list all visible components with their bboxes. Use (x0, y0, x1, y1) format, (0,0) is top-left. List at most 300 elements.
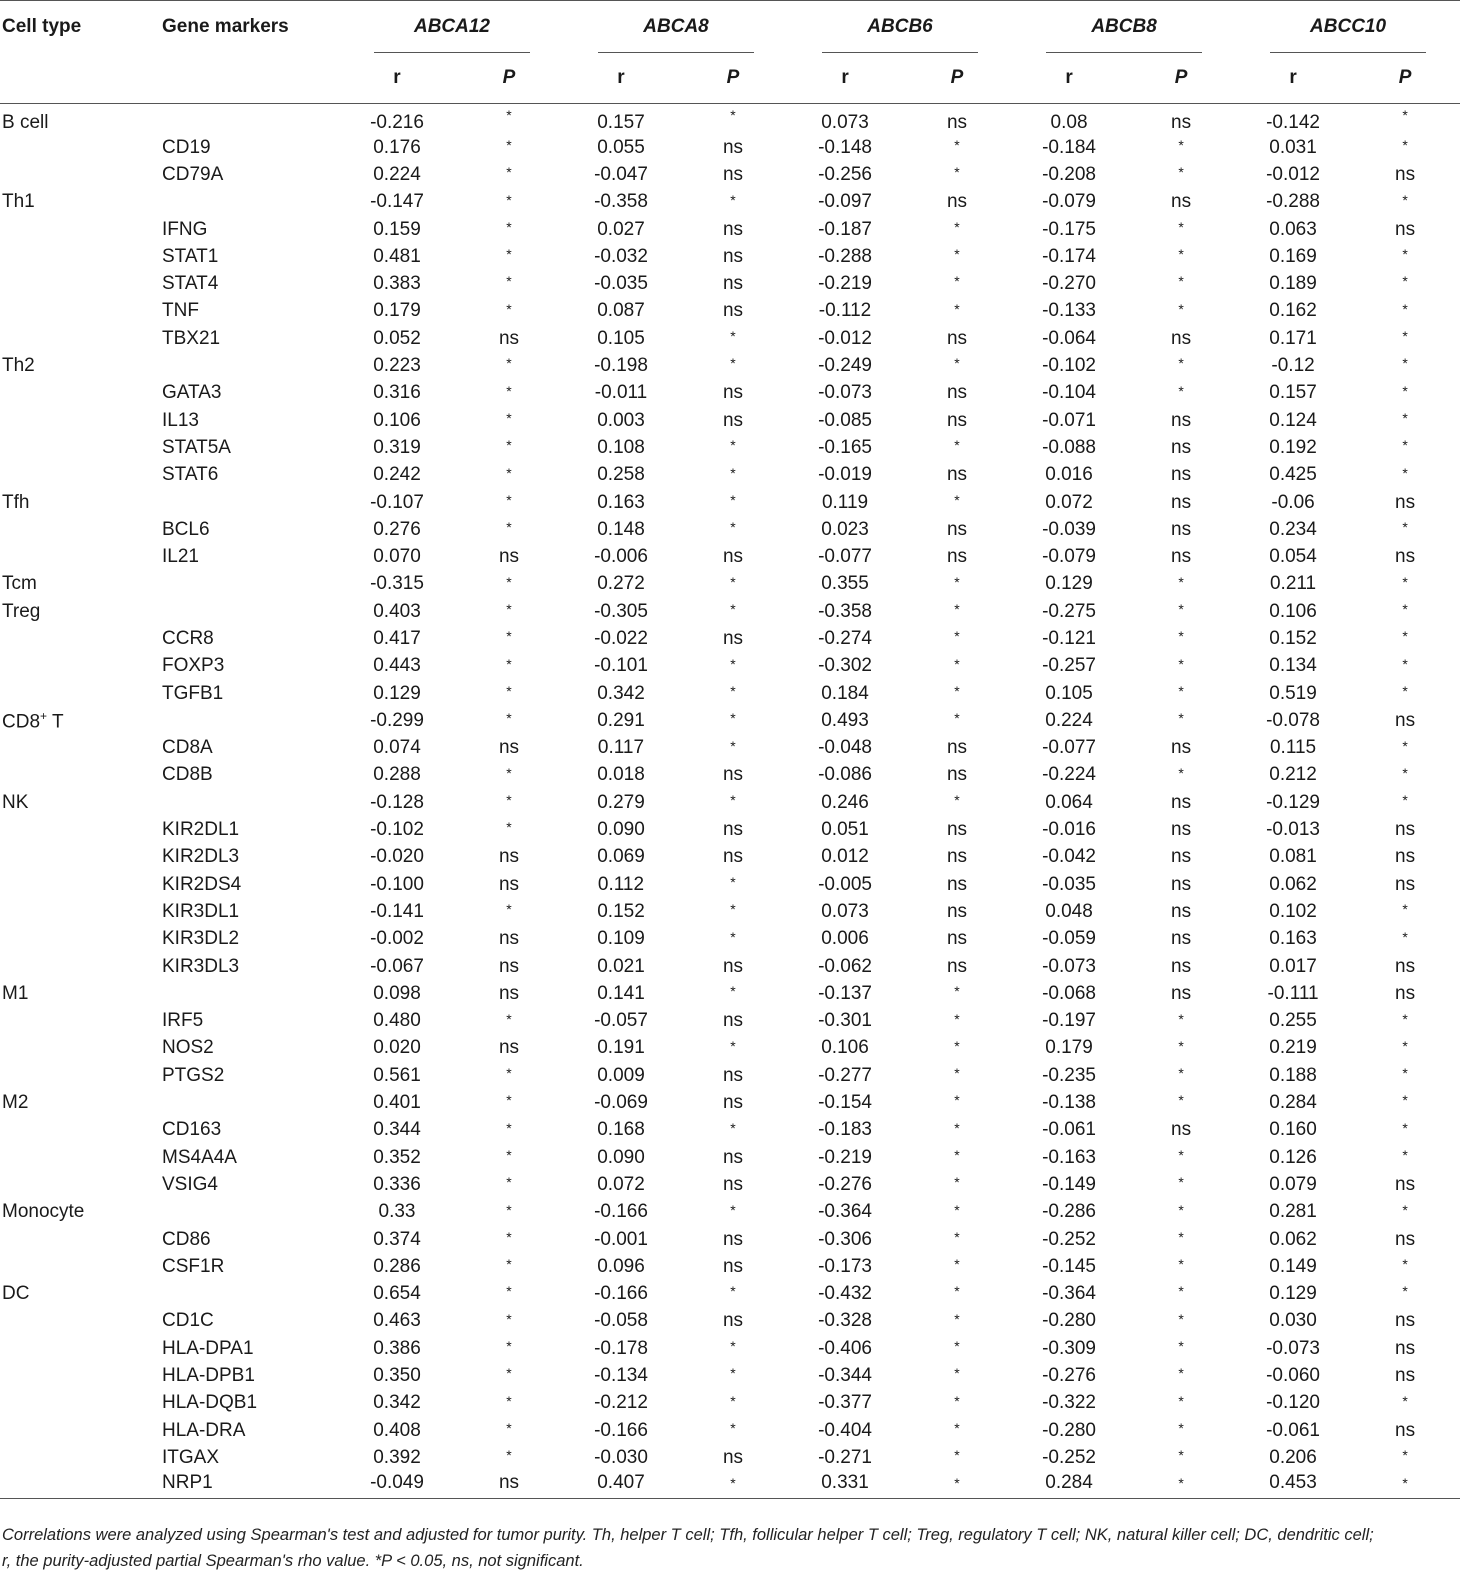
r-value-cell: -0.165 (818, 436, 872, 458)
p-value-cell: ns (946, 846, 968, 868)
r-value-cell: 0.129 (1269, 1283, 1317, 1305)
table-row (0, 707, 1460, 734)
p-value-cell: * (1402, 1256, 1408, 1273)
p-value-cell: * (1126, 1472, 1236, 1499)
p-value-cell: ns (946, 900, 968, 922)
r-value-cell: -0.102 (370, 819, 424, 841)
r-value-cell: 0.223 (373, 355, 421, 377)
r-value-cell: -0.073 (1042, 955, 1096, 977)
gene-marker (150, 189, 340, 216)
cell-type: Th1 (2, 191, 35, 213)
gene-marker (150, 1089, 340, 1116)
r-value-cell: -0.358 (818, 600, 872, 622)
r-value-cell: -0.163 (1042, 1146, 1096, 1168)
footnote-line: Correlations were analyzed using Spearman's test and adjusted for tumor purity. Th, helper T cell; Tfh, follicular helper T cell; Treg, regulatory T cell; NK, natural killer cell; DC, dendritic cell; (2, 1526, 1374, 1544)
p-value-cell: * (506, 1419, 512, 1436)
r-value-cell: -0.061 (1266, 1419, 1320, 1441)
cell-type (0, 816, 150, 843)
p-value-cell: * (954, 601, 960, 618)
r-value-cell: 0.336 (373, 1173, 421, 1195)
r-value-cell: -0.302 (818, 655, 872, 677)
p-value-cell: ns (946, 382, 968, 404)
table-row (0, 489, 1460, 516)
p-value-cell: ns (722, 273, 744, 295)
r-value-cell: -0.067 (370, 955, 424, 977)
p-value-cell: ns (1171, 436, 1192, 458)
r-value-cell: 0.162 (1269, 300, 1317, 322)
p-value-cell: * (506, 137, 512, 153)
p-value-cell: * (1178, 1338, 1184, 1355)
r-value-cell: 0.063 (1269, 218, 1317, 240)
r-value-cell: -0.187 (818, 218, 872, 240)
header-cell-type: Cell type (0, 1, 150, 54)
r-value-cell: -0.145 (1042, 1255, 1096, 1277)
p-value-cell: ns (1171, 900, 1192, 922)
gene-marker: PTGS2 (162, 1064, 225, 1086)
r-value-cell: 0.070 (373, 546, 421, 568)
r-value-cell: 0.018 (597, 764, 645, 786)
p-value-cell: * (1178, 1010, 1184, 1027)
gene-marker: HLA-DPA1 (162, 1337, 254, 1359)
p-value-cell: * (730, 928, 736, 945)
r-value-cell: -0.035 (594, 273, 648, 295)
cell-type (0, 1035, 150, 1062)
p-value-cell: * (506, 764, 512, 781)
table-body (0, 104, 1460, 1499)
p-value-cell: ns (1395, 1365, 1416, 1386)
r-value-cell: 0.106 (373, 409, 421, 431)
r-value-cell: 0.072 (597, 1173, 645, 1195)
r-value-cell: -0.147 (370, 191, 424, 213)
gene-marker (150, 707, 340, 734)
p-value-cell: ns (1395, 218, 1416, 240)
gene-marker (150, 571, 340, 598)
gene-marker: STAT5A (162, 436, 231, 458)
table-row (0, 898, 1460, 925)
r-value-cell: 0.064 (1045, 791, 1093, 813)
p-value-cell: ns (498, 982, 520, 1004)
r-value-cell: 0.342 (373, 1392, 421, 1414)
cell-type (0, 735, 150, 762)
header-sub-p: P (1350, 53, 1460, 104)
p-value-cell: ns (946, 112, 968, 133)
gene-marker: CD86 (162, 1228, 211, 1250)
r-value-cell: 0.109 (597, 928, 645, 950)
p-value-cell: * (506, 1174, 512, 1191)
p-value-cell: * (730, 437, 736, 454)
cell-type: Tcm (2, 573, 37, 595)
r-value-cell: 0.408 (373, 1419, 421, 1441)
header-sub-p: P (454, 53, 564, 104)
p-value-cell: * (506, 107, 512, 123)
gene-marker: MS4A4A (162, 1146, 237, 1168)
p-value-cell: * (506, 409, 512, 426)
p-value-cell: * (954, 355, 960, 372)
p-value-cell: * (1402, 628, 1408, 645)
p-value-cell: ns (722, 1173, 744, 1195)
r-value-cell: 0.08 (1050, 112, 1088, 133)
cell-type (0, 543, 150, 570)
r-value-cell: 0.098 (373, 982, 421, 1004)
cell-type: Treg (2, 600, 41, 622)
p-value-cell: * (1402, 573, 1408, 590)
p-value-cell: * (730, 191, 736, 208)
r-value-cell: -0.224 (1042, 764, 1096, 786)
r-value-cell: 0.284 (1269, 1092, 1317, 1114)
r-value-cell: -0.306 (818, 1228, 872, 1250)
table-row (0, 516, 1460, 543)
p-value-cell: * (506, 191, 512, 208)
r-value-cell: -0.274 (818, 627, 872, 649)
p-value-cell: ns (1171, 791, 1192, 813)
p-value-cell: * (506, 164, 512, 181)
table-row (0, 1444, 1460, 1471)
r-value-cell: -0.184 (1042, 136, 1096, 158)
p-value-cell: ns (722, 1064, 744, 1086)
header-sub-r: r (564, 53, 678, 104)
r-value-cell: -0.112 (818, 300, 872, 322)
p-value-cell: * (954, 1174, 960, 1191)
table-row (0, 762, 1460, 789)
p-value-cell: * (954, 273, 960, 290)
cell-type (0, 762, 150, 789)
gene-marker: STAT4 (162, 273, 219, 295)
gene-marker: IRF5 (162, 1010, 204, 1032)
p-value-cell: ns (722, 218, 744, 240)
gene-marker: KIR3DL3 (162, 955, 240, 977)
r-value-cell: -0.121 (1042, 627, 1096, 649)
r-value-cell: 0.157 (1269, 382, 1317, 404)
r-value-cell: -0.030 (594, 1446, 648, 1468)
p-value-cell: ns (946, 409, 968, 431)
p-value-cell: * (506, 300, 512, 317)
r-value-cell: -0.358 (594, 191, 648, 213)
r-value-cell: 0.33 (378, 1201, 416, 1223)
table-row (0, 543, 1460, 570)
r-value-cell: 0.090 (597, 819, 645, 841)
r-value-cell: -0.104 (1042, 382, 1096, 404)
p-value-cell: ns (1395, 873, 1416, 895)
header-sub-p: P (902, 53, 1012, 104)
gene-marker (150, 789, 340, 816)
table-row (0, 653, 1460, 680)
p-value-cell: * (730, 1392, 736, 1409)
p-value-cell: * (1402, 682, 1408, 699)
r-value-cell: -0.068 (1042, 982, 1096, 1004)
p-value-cell: * (506, 1310, 512, 1327)
p-value-cell: * (506, 1201, 512, 1218)
r-value-cell: 0.401 (373, 1092, 421, 1114)
p-value-cell: * (506, 682, 512, 699)
gene-marker (150, 1280, 340, 1307)
p-value-cell: * (506, 218, 512, 235)
cell-type (0, 134, 150, 161)
p-value-cell: * (1402, 1119, 1408, 1136)
cell-type: Th2 (2, 355, 35, 377)
r-value-cell: -0.183 (818, 1119, 872, 1141)
r-value-cell: -0.001 (594, 1228, 648, 1250)
r-value-cell: -0.011 (594, 382, 648, 404)
table-row (0, 1226, 1460, 1253)
gene-marker: CD163 (162, 1119, 222, 1141)
p-value-cell: * (730, 1201, 736, 1218)
gene-marker: IL21 (162, 546, 199, 568)
r-value-cell: 0.206 (1269, 1446, 1317, 1468)
r-value-cell: 0.481 (373, 245, 421, 267)
p-value-cell: ns (722, 819, 744, 841)
r-value-cell: 0.096 (597, 1255, 645, 1277)
p-value-cell: * (954, 246, 960, 263)
p-value-cell: ns (722, 245, 744, 267)
p-value-cell: * (902, 1472, 1012, 1499)
p-value-cell: * (506, 792, 512, 809)
r-value-cell: 0.163 (597, 491, 645, 513)
r-value-cell: 0.163 (1269, 928, 1317, 950)
p-value-cell: ns (1171, 846, 1192, 868)
r-value-cell: 0.191 (597, 1037, 645, 1059)
cell-type (0, 844, 150, 871)
r-value-cell: -0.058 (594, 1310, 648, 1332)
r-value-cell: -0.048 (818, 737, 872, 759)
r-value-cell: -0.154 (818, 1092, 872, 1114)
p-value-cell: * (506, 1447, 512, 1464)
p-value-cell: * (730, 1119, 736, 1136)
r-value-cell: -0.198 (594, 355, 648, 377)
r-value-cell: -0.077 (1042, 737, 1096, 759)
r-value-cell: 0.331 (788, 1472, 902, 1499)
p-value-cell: * (954, 655, 960, 672)
cell-type (0, 680, 150, 707)
r-value-cell: -0.12 (1271, 355, 1315, 377)
gene-marker: CCR8 (162, 627, 214, 649)
p-value-cell: * (506, 628, 512, 645)
r-value-cell: 0.355 (821, 573, 869, 595)
gene-marker: HLA-DQB1 (162, 1392, 258, 1414)
p-value-cell: * (954, 1365, 960, 1382)
r-value-cell: -0.178 (594, 1337, 648, 1359)
r-value-cell: 0.052 (373, 327, 421, 349)
p-value-cell: * (506, 1146, 512, 1163)
gene-marker: IFNG (162, 218, 208, 240)
gene-marker: KIR3DL1 (162, 900, 240, 922)
gene-marker: STAT1 (162, 245, 219, 267)
r-value-cell: -0.059 (1042, 928, 1096, 950)
gene-marker: CD1C (162, 1310, 214, 1332)
r-value-cell: 0.021 (597, 955, 645, 977)
p-value-cell: * (1178, 1392, 1184, 1409)
p-value-cell: * (954, 1146, 960, 1163)
r-value-cell: 0.055 (597, 136, 645, 158)
r-value-cell: 0.386 (373, 1337, 421, 1359)
cell-type (0, 1335, 150, 1362)
p-value-cell: * (730, 519, 736, 536)
cell-type (0, 898, 150, 925)
gene-marker (150, 1199, 340, 1226)
r-value-cell: -0.216 (370, 112, 424, 133)
r-value-cell: -0.005 (818, 873, 872, 895)
cell-type: NK (2, 791, 29, 813)
p-value-cell: ns (722, 300, 744, 322)
r-value-cell: -0.138 (1042, 1092, 1096, 1114)
p-value-cell: * (506, 437, 512, 454)
p-value-cell: ns (946, 546, 968, 568)
p-value-cell: * (506, 1119, 512, 1136)
p-value-cell: ns (498, 546, 520, 568)
p-value-cell: * (506, 1392, 512, 1409)
p-value-cell: * (1402, 464, 1408, 481)
r-value-cell: -0.013 (1266, 819, 1320, 841)
r-value-cell: 0.003 (597, 409, 645, 431)
table-row (0, 871, 1460, 898)
p-value-cell: * (1178, 682, 1184, 699)
cell-type (0, 243, 150, 270)
r-value-cell: 0.255 (1269, 1010, 1317, 1032)
r-value-cell: -0.049 (340, 1472, 454, 1499)
r-value-cell: -0.208 (1042, 163, 1096, 185)
cell-type (0, 1390, 150, 1417)
p-value-cell: * (730, 710, 736, 727)
r-value-cell: -0.039 (1042, 518, 1096, 540)
gene-marker (150, 980, 340, 1007)
p-value-cell: * (506, 1338, 512, 1355)
gene-marker: TNF (162, 300, 199, 322)
p-value-cell: * (678, 1472, 788, 1499)
gene-marker: KIR2DL1 (162, 819, 240, 841)
gene-marker: GATA3 (162, 382, 222, 404)
p-value-cell: * (1402, 928, 1408, 945)
p-value-cell: * (730, 573, 736, 590)
r-value-cell: -0.134 (594, 1365, 648, 1386)
cell-type (0, 1444, 150, 1471)
r-value-cell: 0.119 (821, 491, 869, 513)
p-value-cell: * (1402, 1392, 1408, 1409)
p-value-cell: * (1402, 300, 1408, 317)
r-value-cell: 0.149 (1269, 1255, 1317, 1277)
p-value-cell: * (1178, 1065, 1184, 1082)
p-value-cell: * (506, 601, 512, 618)
p-value-cell: ns (946, 737, 968, 759)
p-value-cell: * (954, 1447, 960, 1464)
r-value-cell: -0.299 (370, 709, 424, 731)
p-value-cell: * (1402, 1146, 1408, 1163)
p-value-cell: * (954, 1065, 960, 1082)
table-row (0, 407, 1460, 434)
p-value-cell: * (954, 1256, 960, 1273)
cell-type (0, 1117, 150, 1144)
r-value-cell: 0.211 (1269, 573, 1317, 595)
p-value-cell: * (1402, 1010, 1408, 1027)
r-value-cell: 0.031 (1269, 136, 1317, 158)
r-value-cell: 0.020 (373, 1037, 421, 1059)
p-value-cell: * (954, 710, 960, 727)
p-value-cell: * (954, 1338, 960, 1355)
p-value-cell: ns (1395, 163, 1416, 185)
p-value-cell: * (1178, 1146, 1184, 1163)
p-value-cell: ns (1171, 491, 1192, 513)
r-value-cell: -0.301 (818, 1010, 872, 1032)
r-value-cell: 0.017 (1269, 955, 1317, 977)
r-value-cell: -0.073 (818, 382, 872, 404)
p-value-cell: ns (1171, 409, 1192, 431)
p-value-cell: * (1178, 1174, 1184, 1191)
r-value-cell: 0.126 (1269, 1146, 1317, 1168)
p-value-cell: * (1178, 1419, 1184, 1436)
header-gene-markers: Gene markers (150, 1, 340, 54)
r-value-cell: 0.134 (1269, 655, 1317, 677)
r-value-cell: 0.179 (1045, 1037, 1093, 1059)
p-value-cell: ns (722, 1310, 744, 1332)
r-value-cell: -0.288 (818, 245, 872, 267)
r-value-cell: 0.006 (821, 928, 869, 950)
gene-marker: KIR2DS4 (162, 873, 242, 895)
p-value-cell: * (506, 1010, 512, 1027)
p-value-cell: ns (1171, 928, 1192, 950)
p-value-cell: ns (498, 955, 520, 977)
p-value-cell: * (1402, 737, 1408, 754)
table-row (0, 789, 1460, 816)
p-value-cell: * (730, 1283, 736, 1300)
gene-marker: VSIG4 (162, 1173, 218, 1195)
table-row (0, 1308, 1460, 1335)
p-value-cell: * (506, 1283, 512, 1300)
table-row (0, 380, 1460, 407)
cell-type (0, 380, 150, 407)
p-value-cell: * (1178, 601, 1184, 618)
p-value-cell: * (954, 1283, 960, 1300)
r-value-cell: -0.288 (1266, 191, 1320, 213)
r-value-cell: -0.364 (1042, 1283, 1096, 1305)
p-value-cell: * (1178, 628, 1184, 645)
p-value-cell: ns (722, 1255, 744, 1277)
table-row (0, 1472, 1460, 1499)
table-row (0, 298, 1460, 325)
r-value-cell: -0.406 (818, 1337, 872, 1359)
p-value-cell: * (506, 1092, 512, 1109)
r-value-cell: -0.364 (818, 1201, 872, 1223)
header-gene-abcb8: ABCB8 (1012, 1, 1236, 54)
p-value-cell: * (730, 464, 736, 481)
cell-type (0, 1144, 150, 1171)
r-value-cell: 0.184 (821, 682, 869, 704)
cell-type (0, 434, 150, 461)
header-sub-r: r (1012, 53, 1126, 104)
r-value-cell: -0.148 (818, 136, 872, 158)
r-value-cell: 0.090 (597, 1146, 645, 1168)
r-value-cell: 0.319 (373, 436, 421, 458)
gene-marker: IL13 (162, 409, 199, 431)
table-row (0, 1280, 1460, 1307)
p-value-cell: ns (722, 136, 744, 158)
p-value-cell: * (1402, 1201, 1408, 1218)
cell-type (0, 1226, 150, 1253)
header-sub-r: r (1236, 53, 1350, 104)
cell-type (0, 1008, 150, 1035)
r-value-cell: -0.097 (818, 191, 872, 213)
r-value-cell: 0.081 (1269, 846, 1317, 868)
r-value-cell: -0.315 (370, 573, 424, 595)
p-value-cell: * (1178, 300, 1184, 317)
p-value-cell: * (730, 737, 736, 754)
p-value-cell: * (954, 1010, 960, 1027)
p-value-cell: ns (946, 819, 968, 841)
p-value-cell: * (506, 491, 512, 508)
p-value-cell: ns (1171, 191, 1192, 213)
r-value-cell: 0.344 (373, 1119, 421, 1141)
r-value-cell: -0.197 (1042, 1010, 1096, 1032)
p-value-cell: ns (946, 955, 968, 977)
gene-marker: TBX21 (162, 327, 221, 349)
p-value-cell: * (730, 655, 736, 672)
